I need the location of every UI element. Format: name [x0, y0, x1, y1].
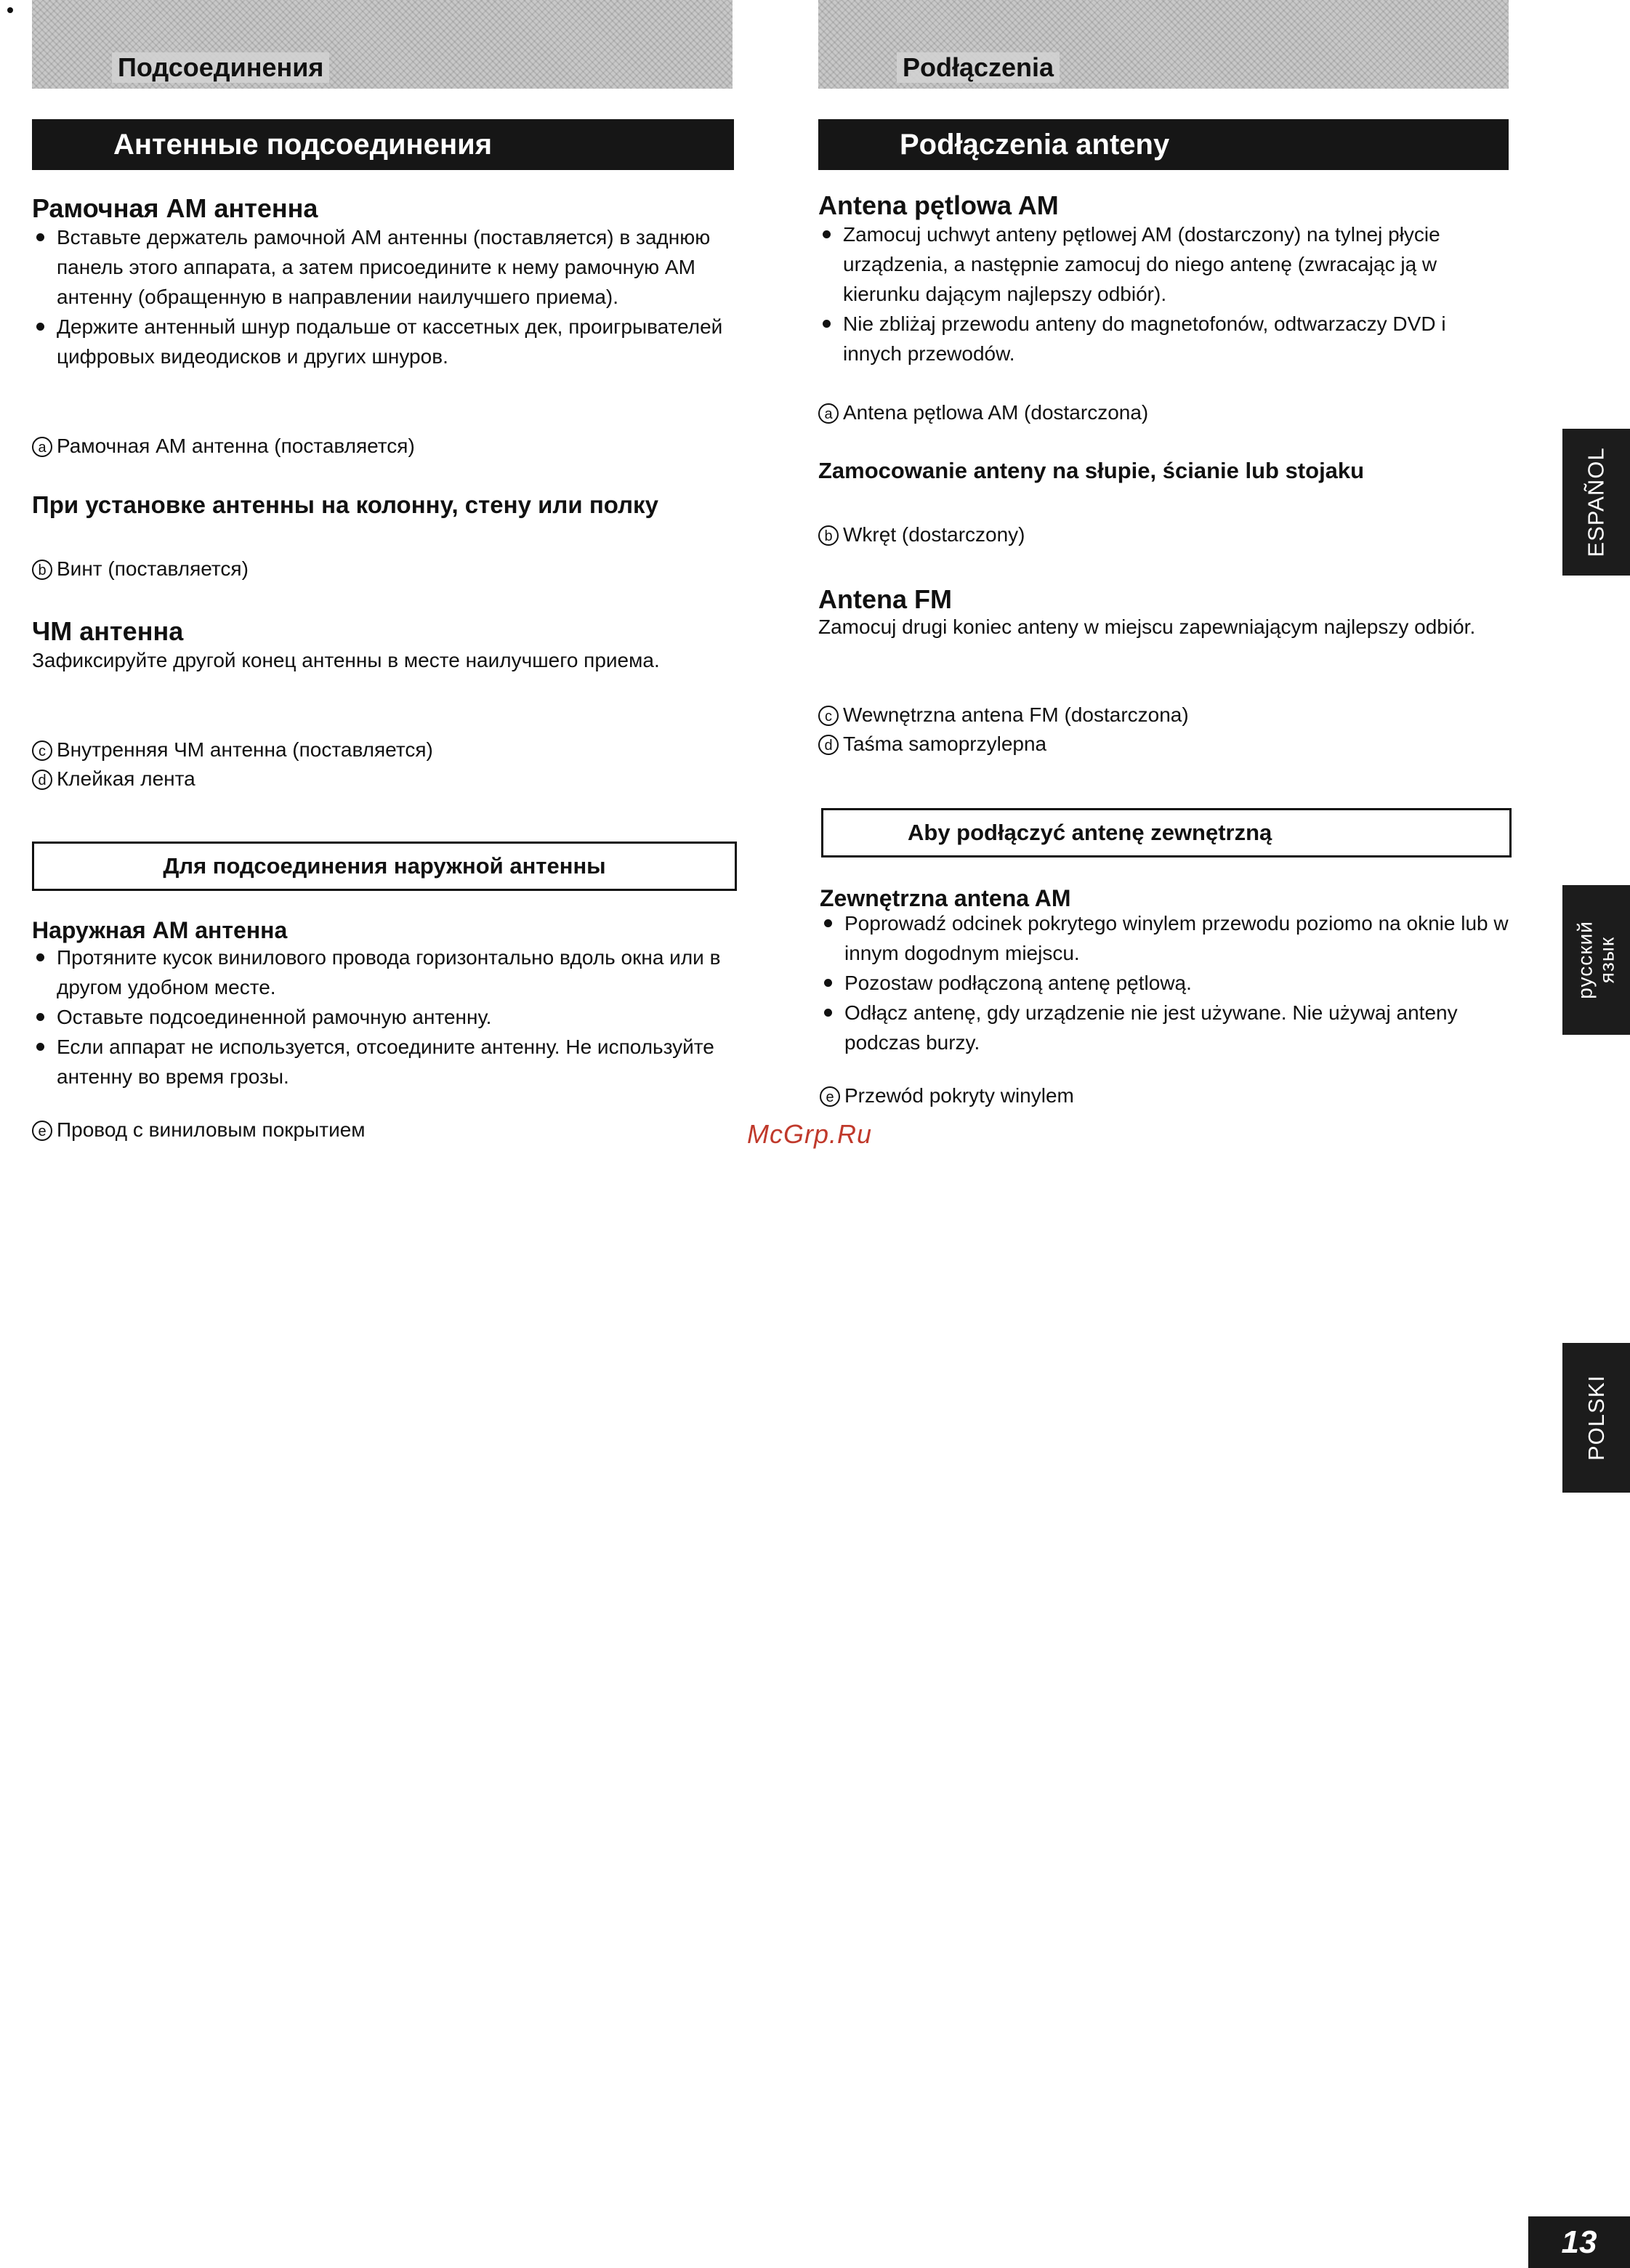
legend-b: [818, 520, 1025, 549]
list-item: Poprowadź odcinek pokrytego winylem przewodu poziomo na oknie lub w innym dogodnym miejscu.: [820, 908, 1509, 968]
marker-d-icon: d: [818, 735, 839, 755]
language-tab-label: ESPAÑOL: [1583, 447, 1609, 557]
legend-text: Внутренняя ЧМ антенна (поставляется): [57, 738, 433, 761]
page-number: 13: [1528, 2216, 1630, 2268]
legend-a: [32, 432, 415, 461]
list-item: Odłącz antenę, gdy urządzenie nie jest używane. Nie używaj anteny podczas burzy.: [820, 998, 1509, 1057]
legend-c: [32, 735, 433, 764]
list-item: Держите антенный шнур подальше от кассетных дек, проигрывателей цифровых видеодисков и других шнуров.: [32, 312, 737, 371]
page-title-right: Podłączenia anteny: [818, 119, 1509, 170]
list-item: Протяните кусок винилового провода горизонтально вдоль окна или в другом удобном месте.: [32, 943, 737, 1002]
fm-title: ЧМ антенна: [32, 616, 184, 646]
language-tab-label: POLSKI: [1583, 1375, 1609, 1461]
list-item: Оставьте подсоединенной рамочную антенну.: [32, 1002, 737, 1032]
page-title-left: Антенные подсоединения: [32, 119, 734, 170]
legend-text: Antena pętlowa AM (dostarczona): [843, 401, 1149, 424]
section-tab-right: [818, 0, 1509, 89]
list-item: Вставьте держатель рамочной АМ антенны (поставляется) в заднюю панель этого аппарата, а затем присоедините к нему рамочную АМ антенну (обращенную в направлении наилучшего приема).: [32, 222, 737, 312]
outdoor-am-bullets: [820, 908, 1509, 1057]
list-item: Pozostaw podłączoną antenę pętlową.: [820, 968, 1509, 998]
list-item: Nie zbliżaj przewodu anteny do magnetofonów, odtwarzaczy DVD i innych przewodów.: [818, 309, 1509, 368]
fm-title: Antena FM: [818, 584, 952, 614]
outdoor-am-bullets: [32, 943, 737, 1091]
legend-e: [32, 1115, 366, 1145]
fm-text: Zamocuj drugi koniec anteny w miejscu zapewniającym najlepszy odbiór.: [818, 616, 1476, 638]
marker-b-icon: b: [32, 560, 52, 580]
marker-e-icon: e: [32, 1121, 52, 1141]
list-item: Если аппарат не используется, отсоедините антенну. Не используйте антенну во время грозы.: [32, 1032, 737, 1091]
legend-text: Wkręt (dostarczony): [843, 523, 1025, 546]
am-loop-title: Antena pętlowa AM: [818, 190, 1059, 220]
legend-c: [818, 701, 1189, 730]
marker-a-icon: a: [818, 403, 839, 424]
legend-text: Wewnętrzna antena FM (dostarczona): [843, 703, 1189, 726]
outdoor-antenna-box: Для подсоединения наружной антенны: [32, 842, 737, 891]
marker-a-icon: a: [32, 437, 52, 457]
section-tab-label: Podłączenia: [897, 52, 1060, 83]
mount-title: Zamocowanie anteny na słupie, ścianie lub stojaku: [818, 458, 1365, 483]
legend-text: Przewód pokryty winylem: [844, 1084, 1074, 1107]
marker-d-icon: d: [32, 770, 52, 790]
marker-c-icon: c: [818, 706, 839, 726]
legend-text: Клейкая лента: [57, 767, 195, 790]
legend-text: Рамочная АМ антенна (поставляется): [57, 435, 415, 457]
am-loop-bullets: [32, 222, 737, 371]
legend-text: Taśma samoprzylepna: [843, 733, 1047, 755]
language-tab-label: русский язык: [1573, 921, 1618, 999]
mount-title: При установке антенны на колонну, стену или полку: [32, 491, 658, 518]
legend-text: Провод с виниловым покрытием: [57, 1118, 366, 1141]
outdoor-antenna-box: Aby podłączyć antenę zewnętrzną: [821, 808, 1512, 857]
language-tab-russian: [1562, 885, 1630, 1035]
margin-dot: [7, 7, 13, 13]
watermark: McGrp.Ru: [747, 1119, 873, 1149]
marker-e-icon: e: [820, 1086, 840, 1107]
legend-e: [820, 1081, 1074, 1110]
legend-a: [818, 398, 1148, 427]
marker-c-icon: c: [32, 740, 52, 761]
language-tab-polski: [1562, 1343, 1630, 1493]
marker-b-icon: b: [818, 525, 839, 546]
am-loop-title: Рамочная АМ антенна: [32, 193, 318, 223]
legend-d: [32, 764, 195, 794]
outdoor-am-title: Zewnętrzna antena AM: [820, 885, 1071, 911]
legend-d: [818, 730, 1046, 759]
list-item: Zamocuj uchwyt anteny pętlowej AM (dostarczony) na tylnej płycie urządzenia, a następnie zamocuj do niego antenę (zwracając ją w kierunku dającym najlepszy odbiór).: [818, 219, 1509, 309]
section-tab-left: [32, 0, 733, 89]
section-tab-label: Подсоединения: [112, 52, 329, 83]
legend-b: [32, 554, 249, 584]
language-tab-espanol: [1562, 429, 1630, 576]
fm-text: Зафиксируйте другой конец антенны в месте наилучшего приема.: [32, 649, 660, 671]
legend-text: Винт (поставляется): [57, 557, 249, 580]
am-loop-bullets: [818, 219, 1509, 368]
outdoor-am-title: Наружная АМ антенна: [32, 917, 288, 943]
